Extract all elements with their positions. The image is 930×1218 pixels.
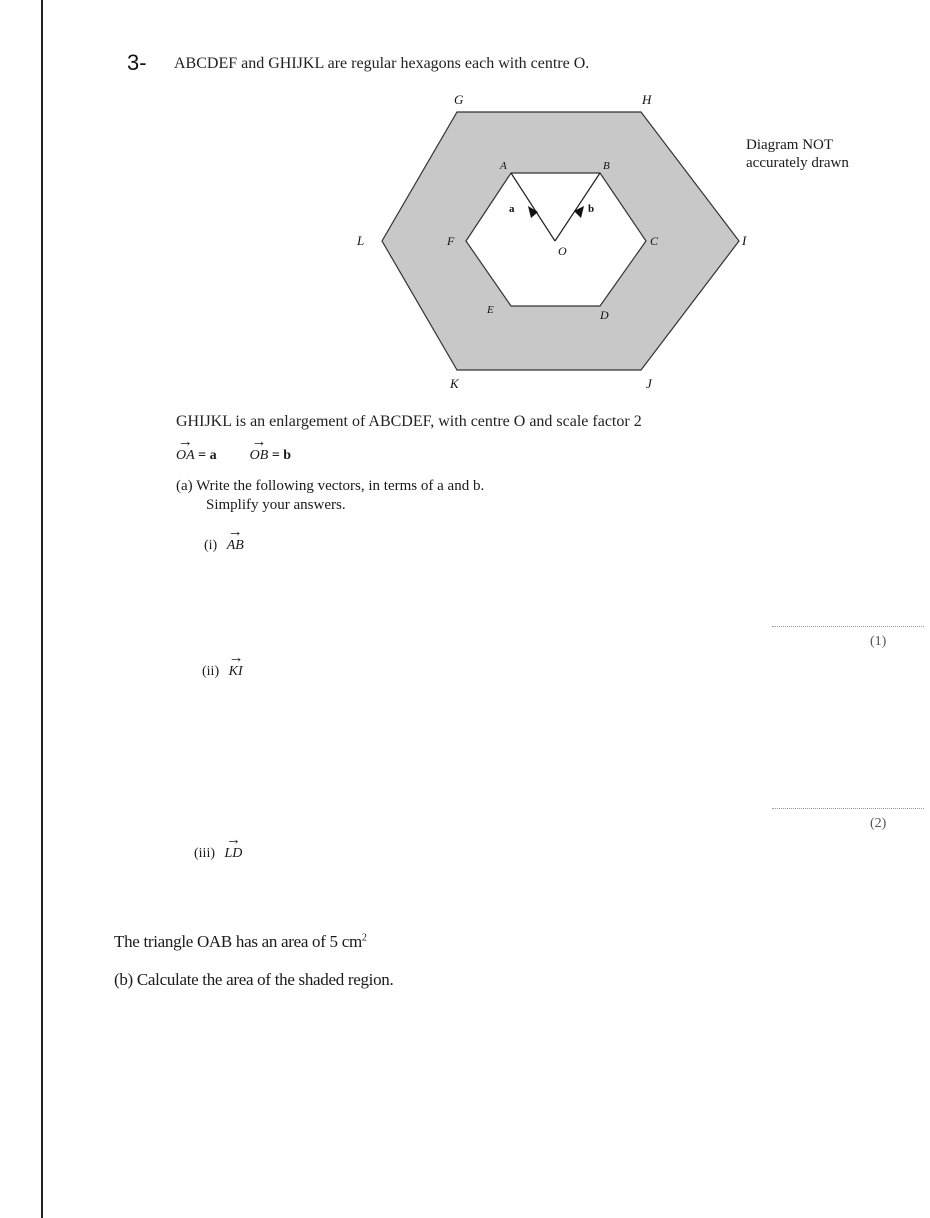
diagram-note-line1: Diagram NOT [746, 137, 834, 153]
hexagon-diagram [0, 0, 930, 420]
label-vector-b: b [588, 203, 595, 215]
part-a-simplify: Simplify your answers. [206, 497, 346, 513]
item-ii-vector: → KI [229, 664, 243, 680]
label-b: B [603, 160, 610, 172]
vector-ob-equals: = b [271, 448, 292, 463]
label-k: K [450, 376, 459, 391]
part-a-prompt: (a) Write the following vectors, in terms of a and b. [176, 478, 485, 494]
label-e: E [487, 304, 494, 316]
label-c: C [650, 234, 659, 248]
triangle-area-statement [114, 932, 367, 952]
answer-line-ii[interactable] [772, 808, 924, 810]
label-centre-o: O [558, 244, 567, 258]
marks-ii: (2) [870, 816, 887, 831]
vector-oa-symbol: → OA [176, 448, 195, 464]
label-d: D [600, 308, 609, 322]
label-j: J [646, 376, 652, 391]
label-i: I [742, 233, 747, 248]
label-h: H [642, 92, 652, 107]
label-l: L [357, 233, 365, 248]
diagram-note [746, 136, 849, 172]
item-i-vector: → AB [227, 538, 244, 554]
vector-ob-symbol: → OB [250, 448, 269, 464]
label-vector-a: a [509, 203, 515, 215]
vector-oa-equals: = a [198, 448, 217, 463]
enlargement-statement: GHIJKL is an enlargement of ABCDEF, with centre O and scale factor 2 [176, 413, 642, 430]
part-a-item-i [204, 538, 244, 554]
triangle-area-sup: 2 [361, 932, 367, 944]
label-a: A [500, 160, 507, 172]
given-vectors [176, 448, 291, 464]
question-intro: ABCDEF and GHIJKL are regular hexagons each with centre O. [174, 55, 590, 72]
marks-i: (1) [870, 634, 887, 649]
part-a-item-ii [202, 664, 243, 680]
item-i-roman: (i) [204, 538, 218, 553]
label-f: F [447, 234, 455, 248]
item-iii-vector: → LD [225, 846, 243, 862]
label-g: G [454, 92, 464, 107]
item-iii-roman: (iii) [194, 846, 215, 861]
part-a-item-iii [194, 846, 242, 862]
answer-line-i[interactable] [772, 626, 924, 628]
diagram-note-line2: accurately drawn [746, 155, 849, 171]
part-b-prompt: (b) Calculate the area of the shaded region. [114, 970, 394, 989]
question-number: 3- [127, 50, 147, 75]
item-ii-roman: (ii) [202, 664, 220, 679]
triangle-area-text: The triangle OAB has an area of 5 cm [114, 932, 362, 951]
